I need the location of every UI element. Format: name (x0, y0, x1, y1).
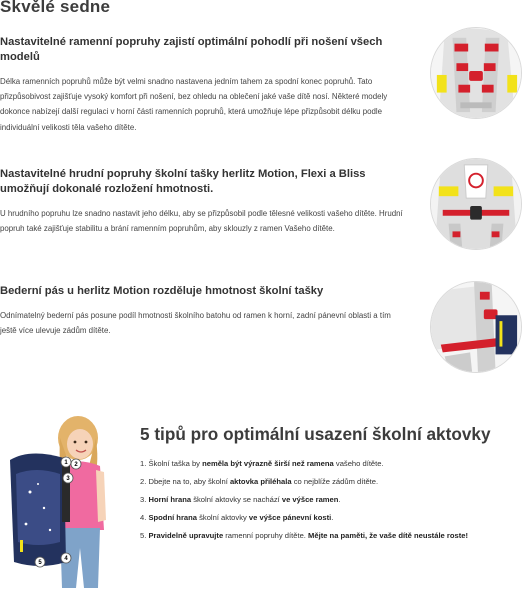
tip-marker: 4 (64, 556, 68, 562)
section-shoulder-straps (0, 35, 405, 135)
hip-belt-photo-icon (430, 281, 522, 373)
section-heading: Nastavitelné ramenní popruhy zajistí optimální pohodlí při nošení všech modelů (0, 36, 383, 63)
shoulder-strap-photo-icon (430, 27, 522, 119)
tips-title: 5 tipů pro optimální usazení školní aktovky (140, 424, 491, 444)
tip-item: 3. Horní hrana školní aktovky se nachází ve výšce ramen. (140, 495, 341, 504)
page-title: Skvělé sedne (0, 0, 111, 16)
section-body: Odnímatelný bederní pás posune podíl hmotnosti školního batohu od ramen k horní, zadní pánevní oblasti a tím ještě více ulevuje zádům dítěte. (0, 311, 391, 336)
tip-marker: 3 (66, 476, 70, 482)
tips-list (140, 455, 530, 545)
section-heading: Nastavitelné hrudní popruhy školní tašky herlitz Motion, Flexi a Bliss umožňují dokonalé rozložení hmotnosti. (0, 168, 366, 195)
section-hip-belt (0, 284, 405, 338)
girl-with-backpack-icon (0, 412, 112, 588)
tip-item: 2. Dbejte na to, aby školní aktovka přiléhala co nejblíže zádům dítěte. (140, 477, 379, 486)
tip-item: 4. Spodní hrana školní aktovky ve výšce pánevní kosti. (140, 513, 334, 522)
chest-strap-photo-icon (430, 158, 522, 250)
tip-item: 1. Školní taška by neměla být výrazně širší než ramena vašeho dítěte. (140, 459, 384, 468)
section-body: Délka ramenních popruhů může být velmi snadno nastavena jedním tahem za spodní konec popruhů. Tato přizpůsobivost zajišťuje vysoký komfort při nošení, bez ohledu na oblečení jaké vaše dítě nosí. Některé modely dokonce nabízejí další regulaci v horní části ramenních popruhů, která umožňuje lépe přizpůsobit délku podle individuální velikosti těla vašeho dítěte. (0, 77, 388, 132)
section-body: U hrudního popruhu lze snadno nastavit jeho délku, aby se přizpůsobil podle tělesné velikosti vašeho dítěte. Hrudní popruh také zajišťuje stabilitu a brání ramenním popruhům, aby sklouzly z ramen Vašeho dítěte. (0, 209, 403, 234)
tip-marker: 5 (38, 560, 42, 566)
section-chest-strap (0, 167, 405, 236)
tip-marker: 2 (74, 462, 78, 468)
section-heading: Bederní pás u herlitz Motion rozděluje hmotnost školní tašky (0, 285, 324, 297)
tip-item: 5. Pravidelně upravujte ramenní popruhy dítěte. Mějte na paměti, že vaše dítě neustále roste! (140, 531, 468, 540)
tip-marker: 1 (64, 460, 68, 466)
